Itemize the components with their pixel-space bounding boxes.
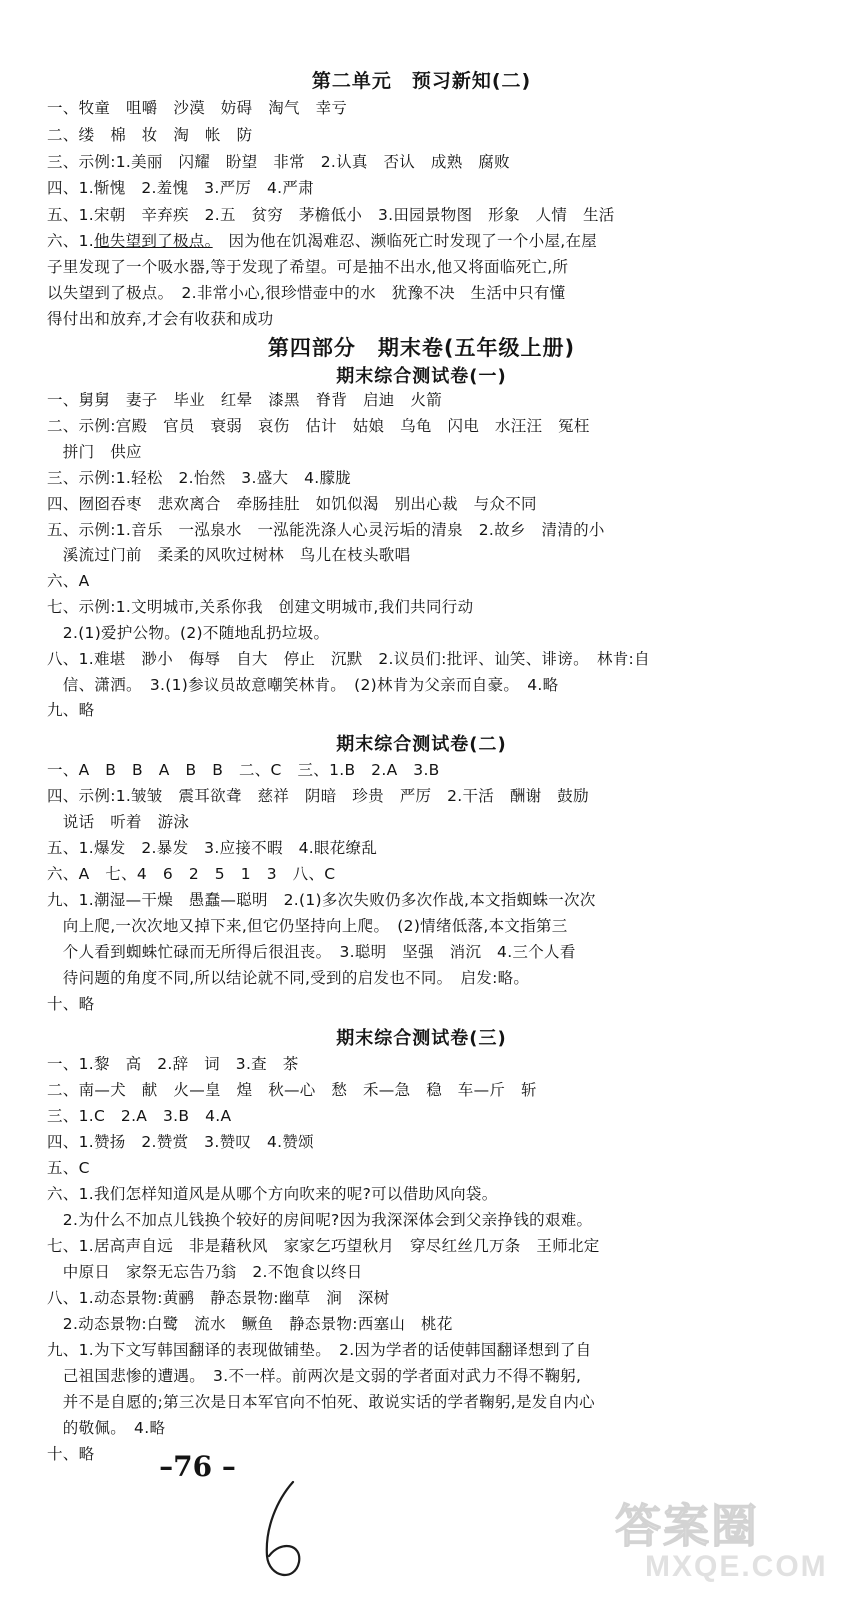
answer-line: 己祖国悲惨的遭遇。 3.不一样。前两次是文弱的学者面对武力不得不鞠躬,	[47, 1367, 582, 1385]
answer-line: 二、缕 棉 妆 淘 帐 防	[47, 126, 253, 144]
answer-line: 九、1.为下文写韩国翻译的表现做铺垫。 2.因为学者的话使韩国翻译想到了自	[47, 1341, 592, 1359]
answer-line: 拼门 供应	[47, 443, 142, 461]
handwritten-mark	[255, 1478, 315, 1588]
answer-line: 九、1.潮湿—干燥 愚蠢—聪明 2.(1)多次失败仍多次作战,本文指蜘蛛一次次	[47, 891, 596, 909]
answer-line: 一、1.黎 高 2.辞 词 3.查 茶	[47, 1055, 299, 1073]
answer-line: 九、略	[47, 701, 95, 719]
answer-line: 八、1.难堪 渺小 侮辱 自大 停止 沉默 2.议员们:批评、讪笑、诽谤。 林肯:自	[47, 650, 650, 668]
answer-line: 信、潇洒。 3.(1)参议员故意嘲笑林肯。 (2)林肯为父亲而自豪。 4.略	[47, 676, 559, 694]
answer-line: 待问题的角度不同,所以结论就不同,受到的启发也不同。 启发:略。	[47, 969, 530, 987]
part4-title: 第四部分 期末卷(五年级上册)	[267, 336, 576, 360]
answer-line: 2.(1)爱护公物。(2)不随地乱扔垃圾。	[47, 624, 330, 642]
answer-line: 六、A	[47, 572, 90, 590]
answer-line: 一、A B B A B B 二、C 三、1.B 2.A 3.B	[47, 761, 440, 779]
answer-line: 说话 听着 游泳	[47, 813, 190, 831]
q6-underlined-answer: 他失望到了极点。	[94, 232, 213, 250]
answer-line	[47, 231, 807, 251]
answer-line: 三、示例:1.美丽 闪耀 盼望 非常 2.认真 否认 成熟 腐败	[47, 153, 510, 171]
test1-title: 期末综合测试卷(一)	[336, 366, 507, 387]
page-number: –76 –	[159, 1450, 236, 1483]
answer-line: 六、1.我们怎样知道风是从哪个方向吹来的呢?可以借助风向袋。	[47, 1185, 498, 1203]
answer-line: 五、1.宋朝 辛弃疾 2.五 贫穷 茅檐低小 3.田园景物图 形象 人情 生活	[47, 206, 615, 224]
answer-line: 五、C	[47, 1159, 90, 1177]
watermark-logo: 答案圈	[615, 1499, 759, 1553]
watermark	[615, 1490, 835, 1590]
answer-line: 七、示例:1.文明城市,关系你我 创建文明城市,我们共同行动	[47, 598, 474, 616]
answer-line: 五、1.爆发 2.暴发 3.应接不暇 4.眼花缭乱	[47, 839, 378, 857]
q6-prefix: 六、1.	[47, 232, 94, 250]
answer-line: 以失望到了极点。 2.非常小心,很珍惜壶中的水 犹豫不决 生活中只有懂	[47, 284, 566, 302]
answer-line: 十、略	[47, 1445, 95, 1463]
unit2-title: 第二单元 预习新知(二)	[311, 70, 532, 92]
answer-line: 溪流过门前 柔柔的风吹过树林 鸟儿在枝头歌唱	[47, 546, 411, 564]
answer-line: 2.动态景物:白鹭 流水 鳜鱼 静态景物:西塞山 桃花	[47, 1315, 453, 1333]
answer-line: 子里发现了一个吸水器,等于发现了希望。可是抽不出水,他又将面临死亡,所	[47, 258, 569, 276]
answer-line: 八、1.动态景物:黄鹂 静态景物:幽草 涧 深树	[47, 1289, 390, 1307]
q6-rest: 因为他在饥渴难忍、濒临死亡时发现了一个小屋,在屋	[212, 232, 598, 250]
answer-line: 三、1.C 2.A 3.B 4.A	[47, 1107, 232, 1125]
answer-line: 二、南—犬 献 火—皇 煌 秋—心 愁 禾—急 稳 车—斤 斩	[47, 1081, 537, 1099]
answer-line: 一、舅舅 妻子 毕业 红晕 漆黑 脊背 启迪 火箭	[47, 391, 443, 409]
answer-line: 2.为什么不加点儿钱换个较好的房间呢?因为我深深体会到父亲挣钱的艰难。	[47, 1211, 593, 1229]
answer-line: 个人看到蜘蛛忙碌而无所得后很沮丧。 3.聪明 坚强 消沉 4.三个人看	[47, 943, 576, 961]
answer-line: 中原日 家祭无忘告乃翁 2.不饱食以终日	[47, 1263, 363, 1281]
answer-line: 的敬佩。 4.略	[47, 1419, 166, 1437]
answer-line: 三、示例:1.轻松 2.怡然 3.盛大 4.朦胧	[47, 469, 352, 487]
watermark-url: MXQE.COM	[645, 1550, 828, 1583]
answer-line: 五、示例:1.音乐 一泓泉水 一泓能洗涤人心灵污垢的清泉 2.故乡 清清的小	[47, 521, 605, 539]
answer-line: 四、囫囵吞枣 悲欢离合 牵肠挂肚 如饥似渴 别出心裁 与众不同	[47, 495, 537, 513]
answer-line: 得付出和放弃,才会有收获和成功	[47, 310, 274, 328]
answer-line: 四、1.惭愧 2.羞愧 3.严厉 4.严肃	[47, 179, 314, 197]
answer-line: 并不是自愿的;第三次是日本军官向不怕死、敢说实话的学者鞠躬,是发自内心	[47, 1393, 595, 1411]
answer-line: 七、1.居高声自远 非是藉秋风 家家乞巧望秋月 穿尽红丝几万条 王师北定	[47, 1237, 600, 1255]
test2-title: 期末综合测试卷(二)	[336, 734, 507, 755]
answer-line: 一、牧童 咀嚼 沙漠 妨碍 淘气 幸亏	[47, 99, 348, 117]
test3-title: 期末综合测试卷(三)	[336, 1028, 507, 1049]
answer-line: 四、1.赞扬 2.赞赏 3.赞叹 4.赞颂	[47, 1133, 314, 1151]
answer-line: 向上爬,一次次地又掉下来,但它仍坚持向上爬。 (2)情绪低落,本文指第三	[47, 917, 568, 935]
answer-line: 六、A 七、4 6 2 5 1 3 八、C	[47, 865, 336, 883]
answer-line: 十、略	[47, 995, 95, 1013]
answer-line: 四、示例:1.皱皱 震耳欲聋 慈祥 阴暗 珍贵 严厉 2.干活 酬谢 鼓励	[47, 787, 589, 805]
answer-line: 二、示例:宫殿 官员 衰弱 哀伤 估计 姑娘 乌龟 闪电 水汪汪 冤枉	[47, 417, 590, 435]
